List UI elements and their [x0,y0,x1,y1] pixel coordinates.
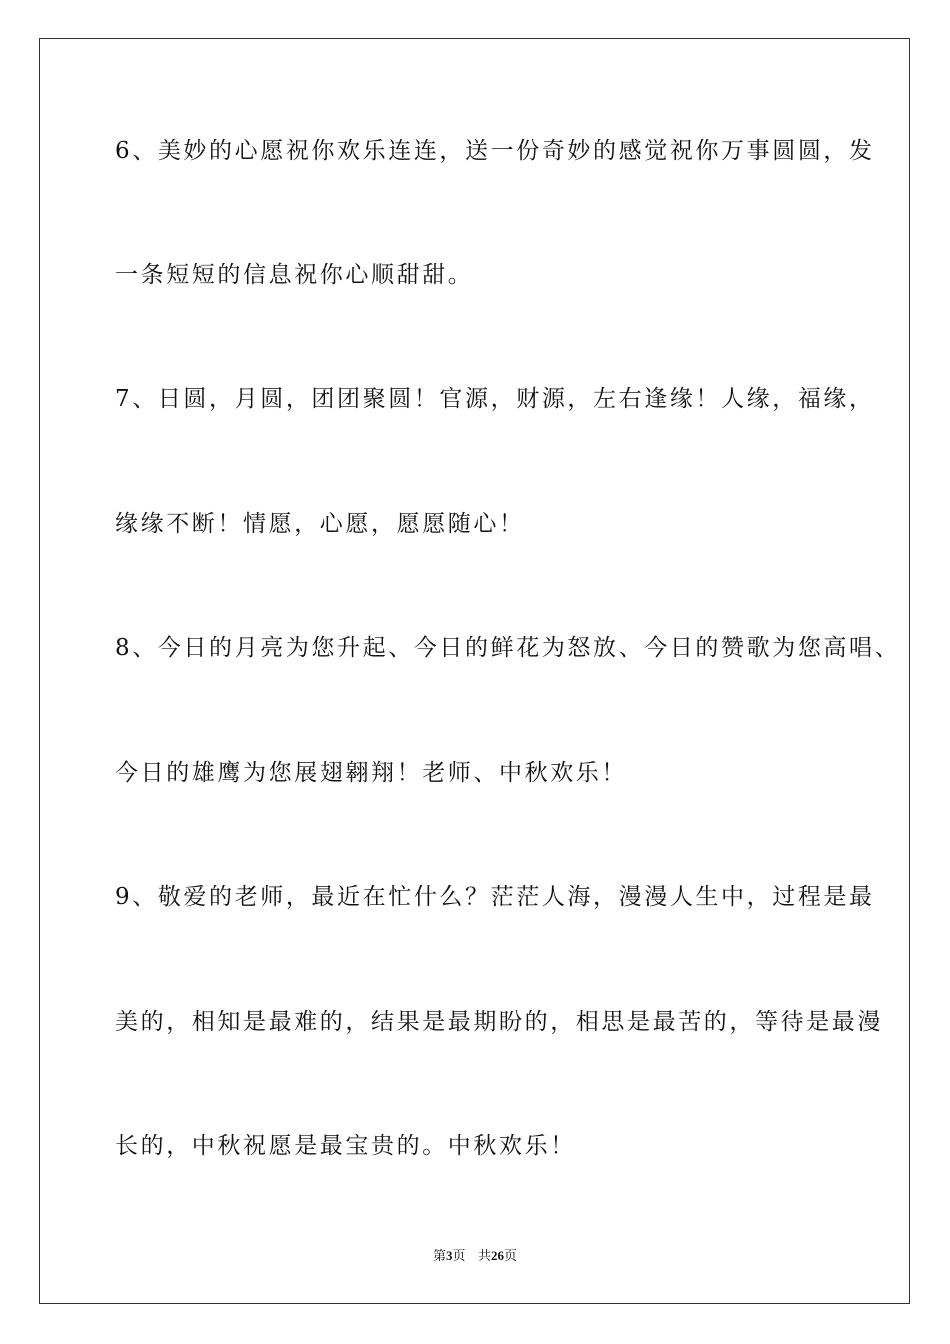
text-line-9: 长的，中秋祝愿是最宝贵的。中秋欢乐！ [115,1133,576,1159]
text-line-8: 美的，相知是最难的，结果是最期盼的，相思是最苦的，等待是最漫 [115,1009,883,1035]
text-line-3: 7、日圆，月圆，团团聚圆！官源，财源，左右逢缘！人缘，福缘， [115,386,875,412]
text-line-6: 今日的雄鹰为您展翅翱翔！老师、中秋欢乐！ [115,760,627,786]
text-line-4: 缘缘不断！情愿，心愿，愿愿随心！ [115,511,525,537]
total-pages: 26 [490,1248,504,1263]
page-prefix: 第 [433,1249,447,1264]
total-suffix: 页 [503,1249,517,1264]
text-line-2: 一条短短的信息祝你心顺甜甜。 [115,262,474,288]
text-line-1: 6、美妙的心愿祝你欢乐连连，送一份奇妙的感觉祝你万事圆圆，发 [115,138,875,164]
page-suffix: 页 [452,1249,466,1264]
text-line-5: 8、今日的月亮为您升起、今日的鲜花为怒放、今日的赞歌为您高唱、 [115,635,901,661]
text-line-7: 9、敬爱的老师，最近在忙什么？茫茫人海，漫漫人生中，过程是最 [115,884,875,910]
page-number: 3 [446,1248,453,1263]
page-footer [0,1247,950,1266]
page-border [39,38,910,1304]
total-prefix: 共 [477,1249,491,1264]
